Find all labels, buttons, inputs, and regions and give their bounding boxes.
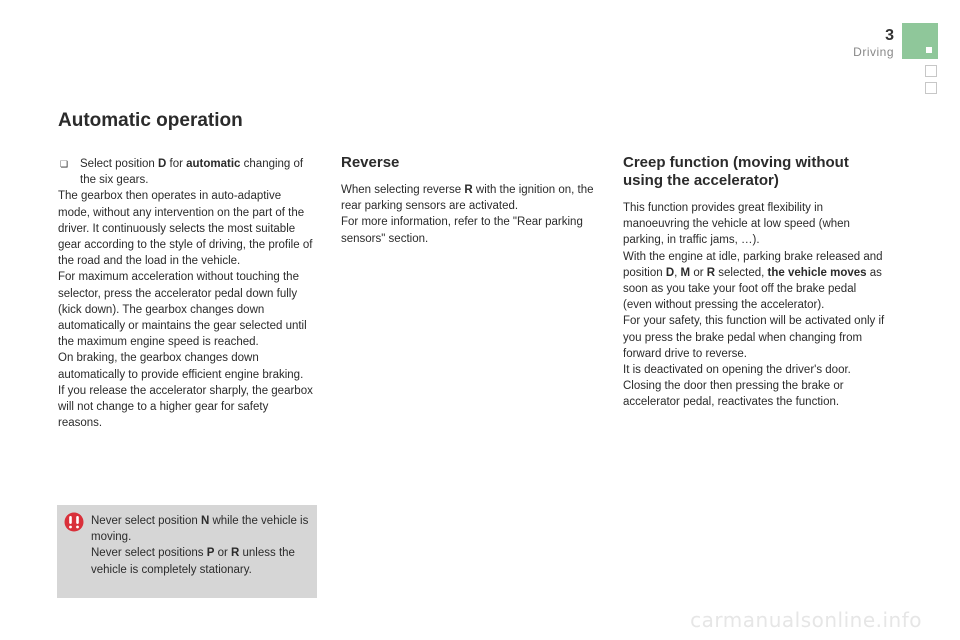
warning-text: Never select position N while the vehicle is moving. Never select positions P or R unless the vehicle is completely stationary. [91, 515, 309, 576]
paragraph: On braking, the gearbox changes down automatically to provide efficient engine braking. [58, 352, 304, 381]
paragraph: This function provides great flexibility in manoeuvring the vehicle at low speed (when parking, in traffic jams, …). [623, 202, 850, 247]
page-title: Automatic operation [58, 110, 243, 131]
instruction-bullet: ❏ Select position D for automatic changing of the six gears. [60, 158, 304, 187]
chapter-tab-empty [925, 65, 937, 77]
chapter-name: Driving [853, 45, 894, 59]
creep-function-section [623, 154, 885, 411]
chapter-number: 3 [885, 27, 894, 44]
paragraph: For more information, refer to the "Rear parking sensors" section. [341, 216, 583, 245]
section-heading: Reverse [341, 154, 400, 171]
paragraph: If you release the accelerator sharply, the gearbox will not change to a higher gear for safety reasons. [58, 384, 313, 430]
warning-icon [64, 512, 84, 532]
check-box-icon: ❏ [60, 159, 69, 169]
watermark: carmanualsonline.info [690, 608, 922, 632]
paragraph: For maximum acceleration without touching the selector, press the accelerator pedal down fully (kick down). The gearbox changes down automatically or maintains the gear selected until the maximum engine speed is reached. [58, 271, 307, 349]
square-icon [926, 47, 932, 53]
paragraph: The gearbox then operates in auto-adaptive mode, without any intervention on the part of the driver. It continuously selects the most suitable gear according to the style of driving, the profile of the road and the load in the vehicle. [58, 190, 313, 268]
paragraph: It is deactivated on opening the driver's door. Closing the door then pressing the brake or accelerator pedal, reactivates the function. [623, 364, 851, 409]
warning-box [57, 505, 317, 598]
paragraph: With the engine at idle, parking brake released and position D, M or R selected, the vehicle moves as soon as you take your foot off the brake pedal (even without pressing the accelerator). [623, 250, 883, 312]
section-heading: Creep function (moving without using the accelerator) [623, 154, 849, 189]
paragraph: For your safety, this function will be activated only if you press the brake pedal when changing from forward drive to reverse. [623, 315, 885, 360]
automatic-operation-text [58, 156, 314, 431]
chapter-tab-empty [925, 82, 937, 94]
reverse-section [341, 154, 603, 247]
chapter-tab [902, 23, 938, 59]
paragraph: When selecting reverse R with the ignition on, the rear parking sensors are activated. [341, 184, 594, 213]
